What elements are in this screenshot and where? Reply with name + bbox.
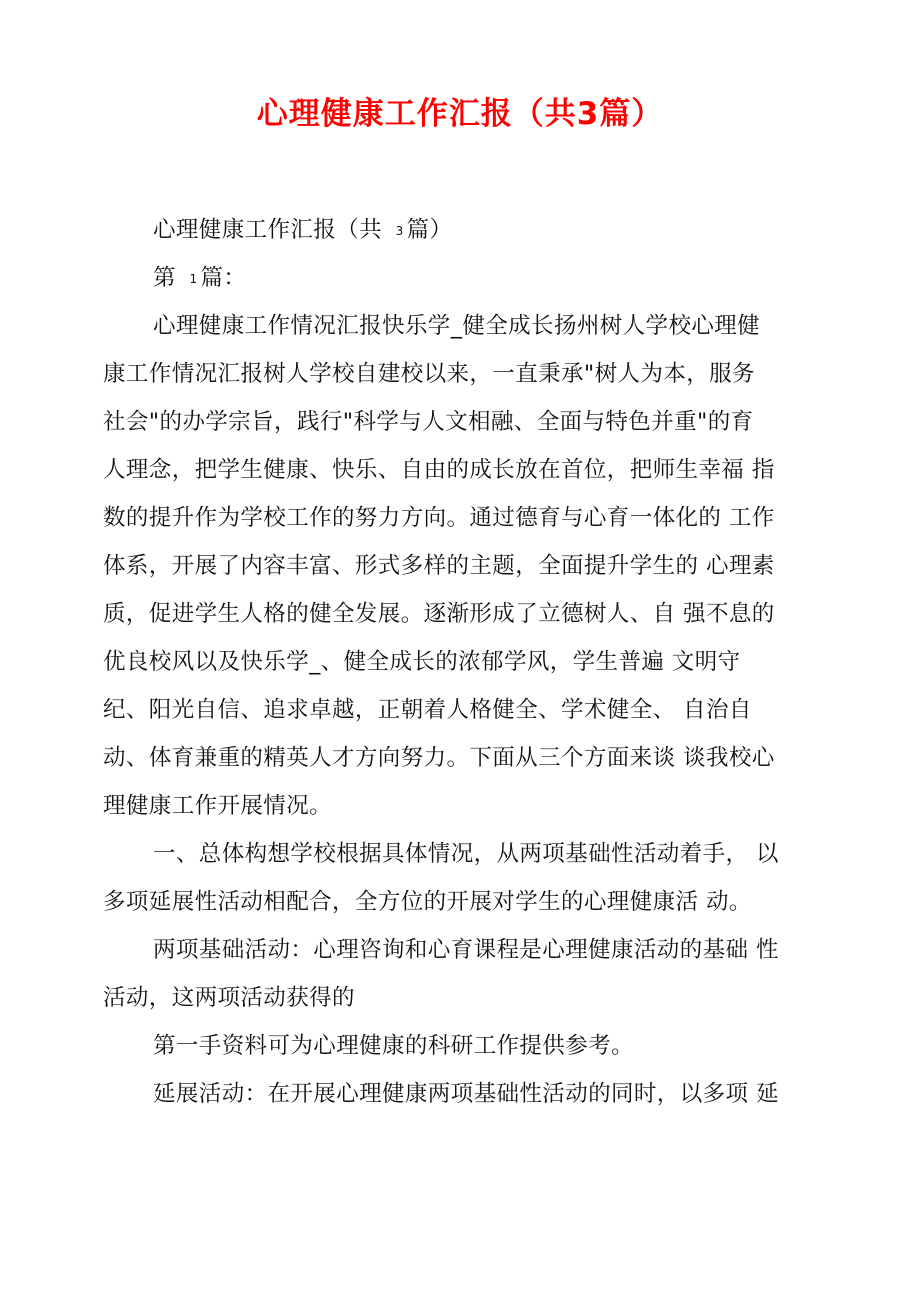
paragraph-line: 活动，这两项活动获得的	[103, 985, 355, 1011]
section-heading	[103, 254, 819, 302]
paragraph-line: 人理念，把学生健康、快乐、自由的成长放在首位，把师生幸福 指	[103, 457, 775, 483]
subtitle-line	[103, 206, 819, 254]
paragraph-line: 两项基础活动：心理咨询和心育课程是心理健康活动的基础 性	[153, 937, 779, 963]
paragraph-line: 数的提升作为学校工作的努力方向。通过德育与心育一体化的 工作	[103, 505, 775, 531]
section-suffix: 篇：	[200, 265, 247, 291]
paragraph-line: 第一手资料可为心理健康的科研工作提供参考。	[153, 1033, 634, 1059]
subtitle-suffix: 篇）	[406, 217, 453, 243]
paragraph-line: 多项延展性活动相配合，全方位的开展对学生的心理健康活 动。	[103, 889, 752, 915]
subtitle-count: 3	[395, 223, 404, 238]
paragraph-line: 质，促进学生人格的健全发展。逐渐形成了立德树人、自 强不息的	[103, 601, 775, 627]
paragraph-line: 社会"的办学宗旨，践行"科学与人文相融、全面与特色并重"的育	[103, 409, 754, 435]
paragraph-line: 体系，开展了内容丰富、形式多样的主题，全面提升学生的 心理素	[103, 553, 775, 579]
subtitle-text: 心理健康工作汇报（共	[153, 217, 390, 243]
paragraph-line: 优良校风以及快乐学_、健全成长的浓郁学风，学生普遍 文明守	[103, 649, 741, 675]
paragraph-line: 动、体育兼重的精英人才方向努力。下面从三个方面来谈 谈我校心	[103, 745, 775, 771]
paragraph-line: 延展活动：在开展心理健康两项基础性活动的同时，以多项 延	[153, 1081, 779, 1107]
paragraph-line: 心理健康工作情况汇报快乐学_健全成长扬州树人学校心理健	[153, 313, 761, 339]
document-title: 心理健康工作汇报（共3篇）	[256, 96, 664, 132]
section-prefix: 第	[153, 265, 184, 291]
paragraph-line: 纪、阳光自信、追求卓越，正朝着人格健全、学术健全、 自治自	[103, 697, 752, 723]
paragraph-line: 康工作情况汇报树人学校自建校以来，一直秉承"树人为本，服务	[103, 361, 755, 387]
paragraph-line: 一、总体构想学校根据具体情况，从两项基础性活动着手， 以	[153, 841, 779, 867]
section-number: 1	[189, 271, 198, 286]
paragraph-line: 理健康工作开展情况。	[103, 793, 333, 819]
document-body	[103, 206, 819, 1118]
